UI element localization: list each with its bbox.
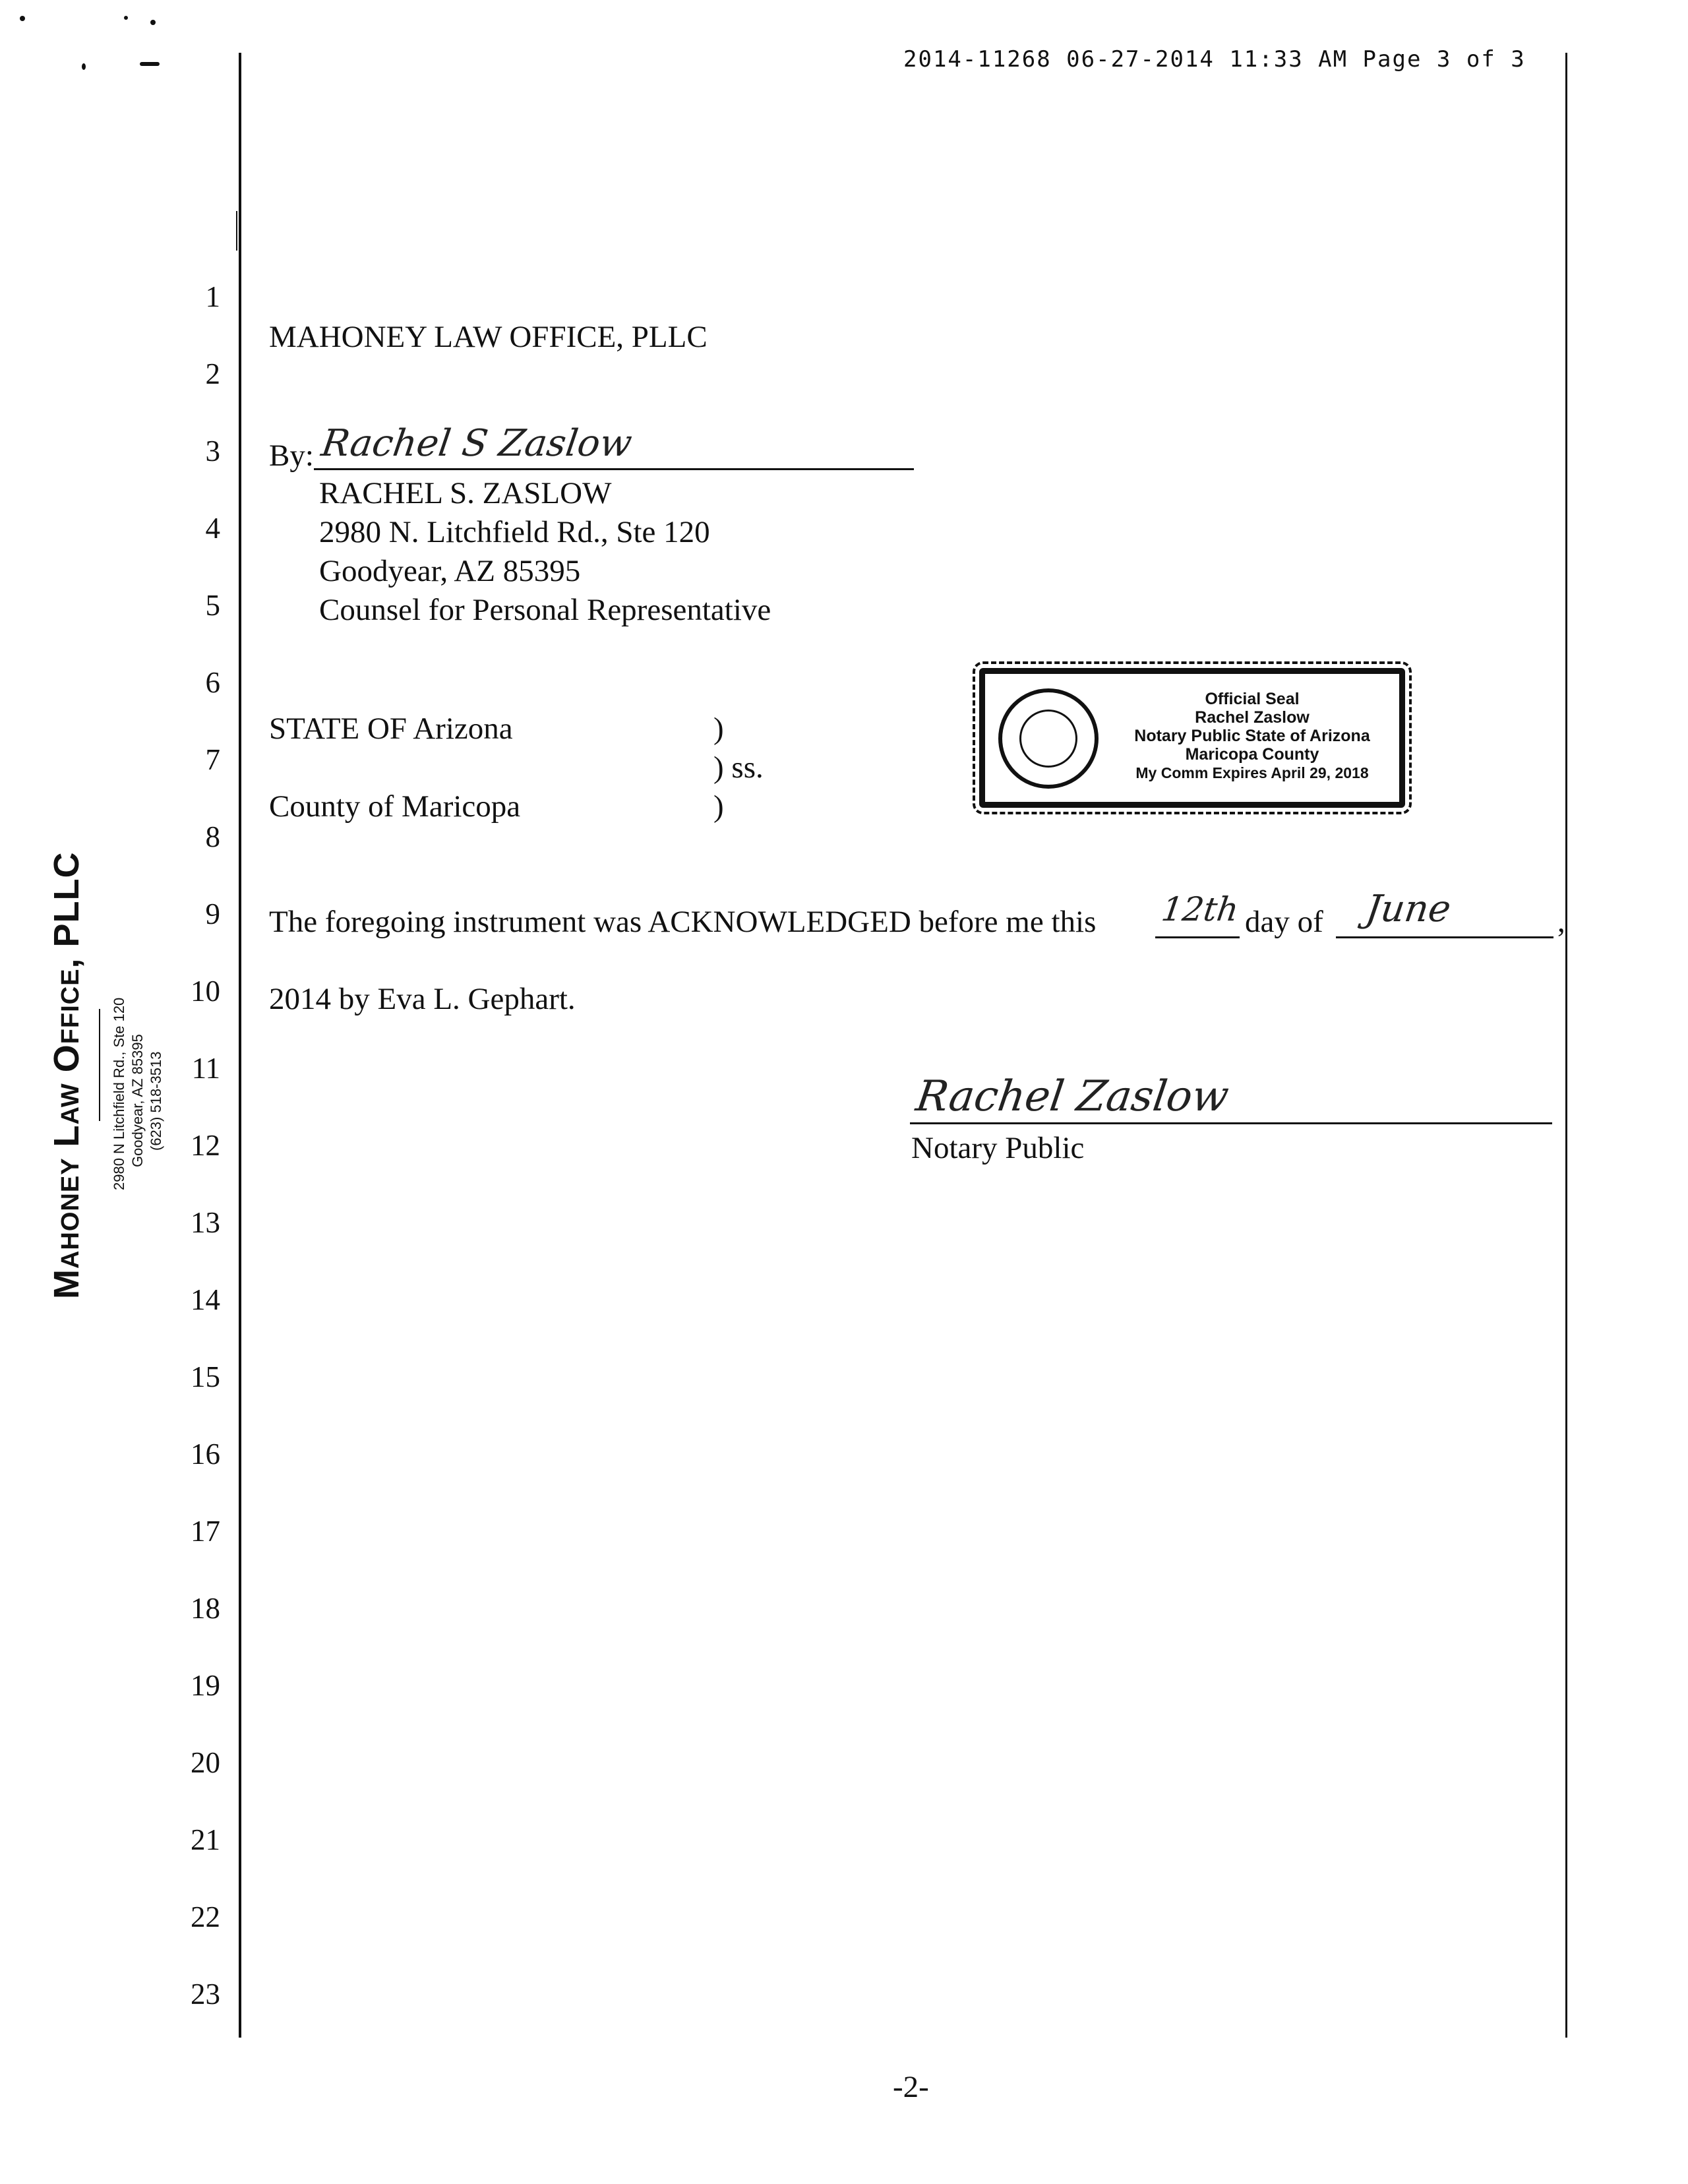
venue-ss: ) ss. [713,750,764,785]
attorney-name: RACHEL S. ZASLOW [319,476,612,510]
attorney-signature: Rachel S Zaslow [318,422,635,465]
line-number: 1 [205,280,220,313]
notary-seal-stamp [979,668,1405,808]
scan-speck [82,63,86,70]
state-seal-icon [998,688,1099,789]
line-number: 21 [191,1823,220,1856]
scan-speck [140,62,160,66]
line-number: 13 [191,1206,220,1239]
line-number: 12 [191,1129,220,1162]
seal-line: Rachel Zaslow [1195,708,1310,727]
recording-stamp: 2014-11268 06-27-2014 11:33 AM Page 3 of 3 [903,46,1526,73]
sidebar-phone: (623) 518-3513 [148,1051,164,1151]
scan-speck [20,16,25,21]
attorney-signature-line [314,468,914,470]
sidebar-address: 2980 N Litchfield Rd., Ste 120 [111,997,127,1190]
scan-speck [124,16,128,20]
scan-speck [150,20,156,25]
line-number: 17 [191,1515,220,1548]
seal-line: My Comm Expires April 29, 2018 [1135,764,1369,781]
seal-line: Official Seal [1205,690,1300,708]
line-number: 20 [191,1746,220,1779]
acknowledgment-day-of: day of [1245,905,1323,939]
page-number: -2- [893,2070,929,2104]
acknowledgment-text: The foregoing instrument was ACKNOWLEDGED before me this [269,905,1097,939]
line-number: 19 [191,1669,220,1702]
attorney-address: 2980 N. Litchfield Rd., Ste 120 [319,515,710,549]
line-number: 7 [205,743,220,776]
line-number: 5 [205,589,220,622]
line-number: 6 [205,666,220,699]
state-seal-inner-icon [1019,710,1077,768]
notary-signature-line [910,1122,1552,1124]
line-number: 10 [191,975,220,1008]
acknowledgment-signer: 2014 by Eva L. Gephart. [269,982,576,1016]
venue-state: STATE OF Arizona [269,712,513,746]
line-number: 23 [191,1978,220,2011]
venue-paren: ) [713,789,724,824]
attorney-city: Goodyear, AZ 85395 [319,554,581,588]
line-number: 3 [205,435,220,468]
venue-county: County of Maricopa [269,789,521,824]
line-number: 11 [191,1052,220,1085]
line-number: 15 [191,1360,220,1393]
month-blank-line [1336,936,1553,938]
acknowledgment-month: June [1363,888,1454,930]
venue-paren: ) [713,712,724,746]
line-number: 22 [191,1900,220,1933]
left-margin-rule [239,53,241,2038]
sidebar-city: Goodyear, AZ 85395 [129,1034,146,1167]
line-number: 18 [191,1592,220,1625]
by-label: By: [269,439,314,473]
sidebar-divider [236,211,237,251]
seal-text [1104,690,1401,782]
line-number: 16 [191,1438,220,1471]
sidebar-firm-name: Mahoney Law Office, PLLC [47,851,86,1299]
seal-line: Notary Public State of Arizona [1134,727,1370,745]
notary-public-label: Notary Public [911,1131,1085,1165]
line-number: 14 [191,1283,220,1316]
line-number: 9 [205,897,220,930]
line-number: 4 [205,512,220,545]
notary-signature: Rachel Zaslow [913,1072,1232,1121]
line-number: 8 [205,820,220,853]
right-margin-rule [1565,53,1567,2038]
firm-heading: MAHONEY LAW OFFICE, PLLC [269,320,708,354]
seal-line: Maricopa County [1185,745,1319,764]
line-number: 2 [205,357,220,390]
sidebar-address-rule [99,1009,100,1121]
attorney-role: Counsel for Personal Representative [319,593,771,627]
acknowledgment-comma: , [1557,905,1565,939]
day-blank-line [1155,936,1240,938]
acknowledgment-day: 12th [1159,890,1241,928]
